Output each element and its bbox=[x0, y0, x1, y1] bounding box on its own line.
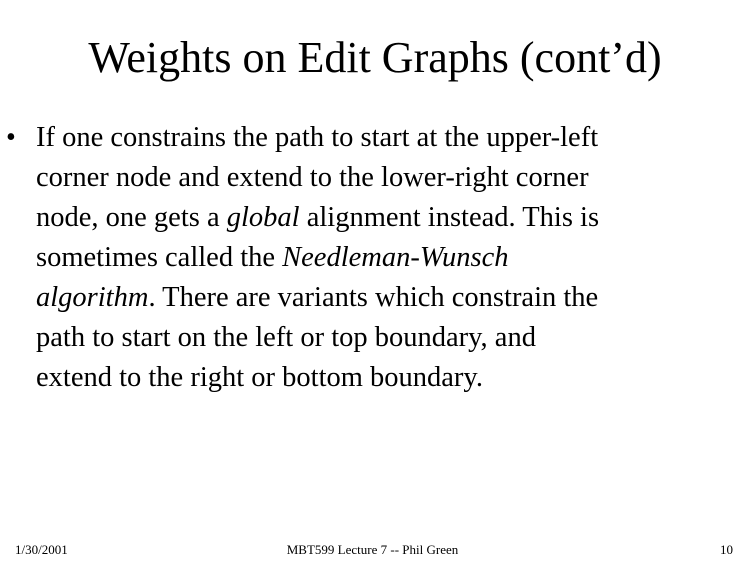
bullet-line-7: extend to the right or bottom boundary. bbox=[36, 362, 483, 393]
bullet-line-3-start: node, one gets a bbox=[36, 202, 227, 233]
bullet-text bbox=[36, 118, 736, 398]
bullet-line-3 bbox=[36, 198, 736, 238]
bullet-line-5 bbox=[36, 278, 736, 318]
emphasis-needleman-wunsch: Needleman-Wunsch bbox=[282, 242, 509, 273]
slide-title: Weights on Edit Graphs (cont’d) bbox=[88, 33, 662, 82]
bullet-line-3-end: alignment instead. This is bbox=[299, 202, 600, 233]
bullet-line-6: path to start on the left or top boundary, and bbox=[36, 322, 536, 353]
bullet-line-1: If one constrains the path to start at the upper-left bbox=[36, 122, 599, 153]
bullet-line-5-end: . There are variants which constrain the bbox=[148, 282, 599, 313]
bullet-line-4 bbox=[36, 238, 736, 278]
emphasis-algorithm: algorithm bbox=[36, 282, 149, 313]
bullet-line-2: corner node and extend to the lower-right corner bbox=[36, 162, 589, 193]
bullet-line-4-start: sometimes called the bbox=[36, 242, 283, 273]
emphasis-global: global bbox=[226, 202, 300, 233]
footer-page-number: 10 bbox=[720, 542, 733, 557]
bullet-icon: • bbox=[6, 122, 16, 153]
footer-course: MBT599 Lecture 7 -- Phil Green bbox=[286, 542, 459, 557]
footer-date: 1/30/2001 bbox=[15, 542, 68, 557]
